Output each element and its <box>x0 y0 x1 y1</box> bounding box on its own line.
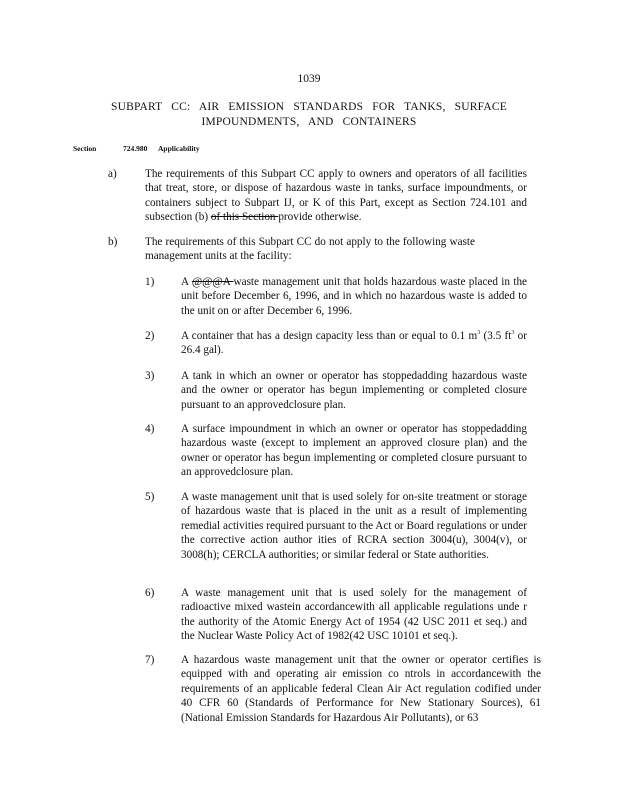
section-label: Section <box>73 144 97 153</box>
item-1-text-main: waste management unit that holds hazardous waste placed in the unit before December 6, 1996, and in which no hazardous waste is added to the unit on or after December 6, 1996. <box>181 276 528 317</box>
item-3-label: 3) <box>145 370 155 382</box>
item-2-text <box>181 329 527 358</box>
item-5-text: A waste management unit that is used solely for on-site treatment or storage of hazardous waste that is placed in the unit as a result of implementing remedial activities required pursuant to the Act or Board regulations or under the corrective action author ities of RCRA section 3004(u), 3004(v), or 3008(h); CERCLA authorities; or similar federal or State authorities. <box>181 491 527 561</box>
item-2-text-part2: (3.5 ft <box>480 330 512 342</box>
subsection-a-text <box>145 167 527 225</box>
item-1-label: 1) <box>145 276 155 288</box>
item-1-text-start: A <box>181 276 192 288</box>
item-6-label: 6) <box>145 587 155 599</box>
title-line-1: SUBPART CC: AIR EMISSION STANDARDS FOR TANKS, SURFACE <box>110 101 507 113</box>
item-2-label: 2) <box>145 330 155 342</box>
item-6-text: A waste management unit that is used solely for the management of radioactive mixed wastein accordancewith all applicable regulations unde r the authority of the Atomic Energy Act of 1954 (42 USC 2011 et seq.) and the Nuclear Waste Policy Act of 1982(42 USC 10101 et seq.). <box>181 587 527 643</box>
item-2-superscript-1: 3 <box>477 330 481 336</box>
subsection-a-text-main: The requirements of this Subpart CC apply to owners and operators of all facilities that treat, store, or dispose of hazardous waste in tanks, surface impoundments, or containers subject to Subpart IJ, or K of this Part, except as Section 724.101 and subsection (b) <box>145 168 527 224</box>
subpart-title <box>110 100 508 129</box>
item-1-text <box>181 275 527 318</box>
subsection-b-label: b) <box>108 236 118 248</box>
subsection-b-text: The requirements of this Subpart CC do not apply to the following waste management units at the facility: <box>145 236 475 263</box>
item-1-deleted-text: @@@A <box>191 276 234 288</box>
page-number: 1039 <box>297 73 321 85</box>
section-number: 724.980 <box>123 144 148 153</box>
item-7-text: A hazardous waste management unit that the owner or operator certifies is equipped with and operating air emission co ntrols in accordancewith the requirements of an applicable federal Clean Air Act regulation codified under 40 CFR 60 (Standards of Performance for New Stationary Sources), 61 (National Emission Standards for Hazardous Air Pollutants), or 63 <box>181 654 541 724</box>
subsection-a-text-end: provide otherwise. <box>278 211 362 224</box>
title-line-2: IMPOUNDMENTS, AND CONTAINERS <box>201 115 417 128</box>
section-heading <box>73 144 200 153</box>
subsection-a-deleted-text: of this Section <box>210 211 279 224</box>
item-2-text-part1: A container that has a design capacity less than or equal to 0.1 m <box>181 330 478 342</box>
item-4-label: 4) <box>145 423 155 435</box>
subsection-a-label: a) <box>108 168 117 180</box>
item-3-text: A tank in which an owner or operator has stoppedadding hazardous waste and the owner or operator has begun implementing or completed closure pursuant to an approvedclosure plan. <box>181 370 527 411</box>
section-title: Applicability <box>158 144 200 153</box>
item-2-superscript-2: 3 <box>511 330 515 336</box>
item-2-text-part3: or 26.4 gal). <box>181 330 528 357</box>
item-7-label: 7) <box>145 654 155 666</box>
item-5-label: 5) <box>145 491 155 503</box>
item-4-text: A surface impoundment in which an owner or operator has stoppedadding hazardous waste (except to implement an approved closure plan) and the owner or operator has begun implementing or completed closure pursuant to an approvedclosure plan. <box>181 423 527 479</box>
